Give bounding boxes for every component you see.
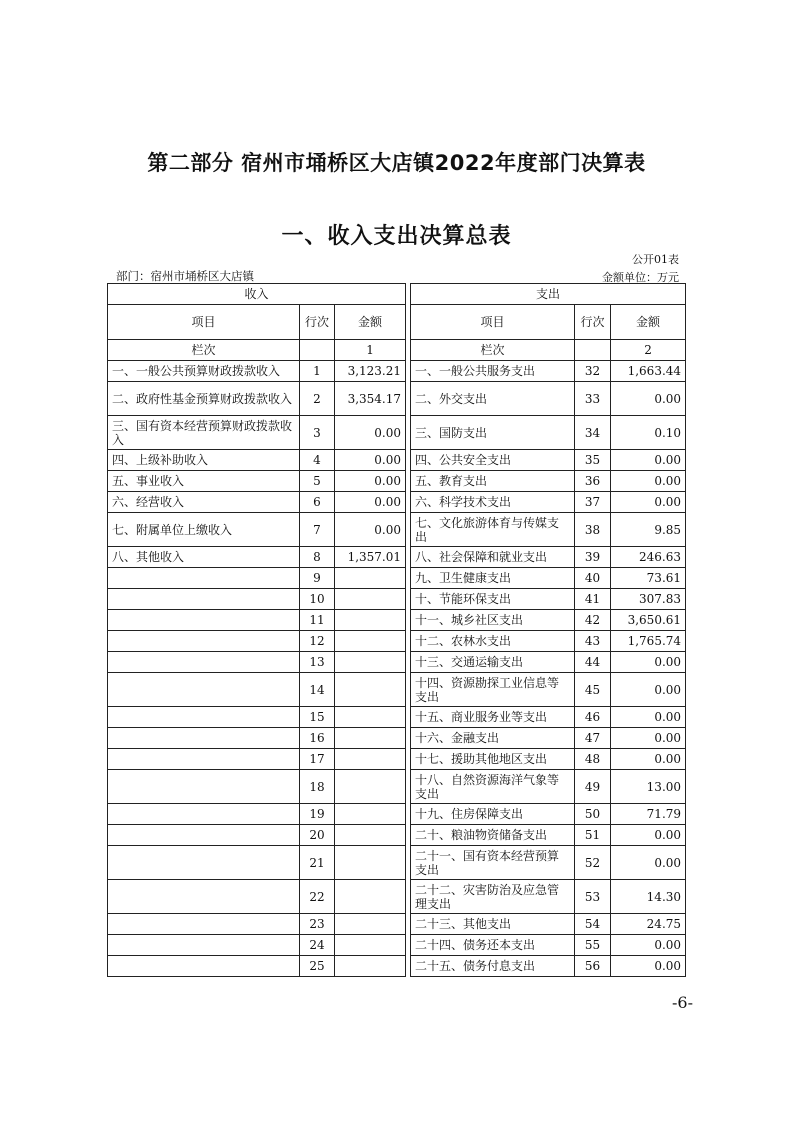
income-item: 七、附属单位上缴收入	[108, 513, 300, 547]
table-row	[108, 652, 686, 673]
expense-line-number: 45	[575, 673, 611, 707]
expense-item: 一、一般公共服务支出	[411, 361, 575, 382]
income-line-number: 8	[300, 547, 335, 568]
income-item	[108, 610, 300, 631]
expense-amount: 71.79	[611, 804, 686, 825]
table-row	[108, 825, 686, 846]
income-amount	[335, 880, 406, 914]
expense-amount: 307.83	[611, 589, 686, 610]
income-line-number: 19	[300, 804, 335, 825]
income-line-header: 行次	[300, 305, 335, 340]
table-row	[108, 450, 686, 471]
income-line-number: 13	[300, 652, 335, 673]
income-amount: 0.00	[335, 450, 406, 471]
expense-line-number: 47	[575, 728, 611, 749]
part-title: 第二部分 宿州市埇桥区大店镇2022年度部门决算表	[147, 151, 646, 175]
table-row	[108, 804, 686, 825]
income-amount	[335, 956, 406, 977]
table-row	[108, 770, 686, 804]
table-row	[108, 935, 686, 956]
income-line-number: 20	[300, 825, 335, 846]
expense-line-number: 35	[575, 450, 611, 471]
income-line-number: 5	[300, 471, 335, 492]
income-item	[108, 568, 300, 589]
income-item	[108, 707, 300, 728]
table-row	[108, 673, 686, 707]
income-item: 二、政府性基金预算财政拨款收入	[108, 382, 300, 416]
expense-line-header: 行次	[575, 305, 611, 340]
expense-amount: 0.00	[611, 471, 686, 492]
income-item	[108, 589, 300, 610]
income-item	[108, 728, 300, 749]
income-amount	[335, 935, 406, 956]
expense-line-number: 49	[575, 770, 611, 804]
expense-item: 二十二、灾害防治及应急管理支出	[411, 880, 575, 914]
income-amount	[335, 846, 406, 880]
table-row	[108, 382, 686, 416]
expense-item: 十七、援助其他地区支出	[411, 749, 575, 770]
expense-item: 十六、金融支出	[411, 728, 575, 749]
income-amount	[335, 804, 406, 825]
income-item	[108, 880, 300, 914]
income-line-number: 17	[300, 749, 335, 770]
income-amount: 0.00	[335, 471, 406, 492]
income-item	[108, 825, 300, 846]
expense-line-number: 33	[575, 382, 611, 416]
table-title: 一、收入支出决算总表	[281, 224, 512, 249]
table-row	[108, 631, 686, 652]
expense-item: 十九、住房保障支出	[411, 804, 575, 825]
income-line-number: 16	[300, 728, 335, 749]
expense-item: 十五、商业服务业等支出	[411, 707, 575, 728]
income-line-number: 25	[300, 956, 335, 977]
income-line-number: 6	[300, 492, 335, 513]
expense-line-number: 46	[575, 707, 611, 728]
income-line-number: 10	[300, 589, 335, 610]
income-item	[108, 652, 300, 673]
expense-amount: 0.00	[611, 728, 686, 749]
table-row	[108, 361, 686, 382]
expense-item: 二十三、其他支出	[411, 914, 575, 935]
table-row	[108, 846, 686, 880]
income-line-number: 9	[300, 568, 335, 589]
table-row	[108, 914, 686, 935]
income-amount	[335, 673, 406, 707]
income-line-number: 11	[300, 610, 335, 631]
income-item: 一、一般公共预算财政拨款收入	[108, 361, 300, 382]
expense-line-number: 53	[575, 880, 611, 914]
expense-amount: 0.00	[611, 846, 686, 880]
expense-item: 七、文化旅游体育与传媒支出	[411, 513, 575, 547]
income-amount	[335, 568, 406, 589]
expense-item: 十四、资源勘探工业信息等支出	[411, 673, 575, 707]
expense-amount: 1,765.74	[611, 631, 686, 652]
expense-amount: 14.30	[611, 880, 686, 914]
expense-amount: 0.00	[611, 492, 686, 513]
expense-line-number: 52	[575, 846, 611, 880]
table-row	[108, 707, 686, 728]
table-row	[108, 547, 686, 568]
table-row	[108, 728, 686, 749]
table-row	[108, 749, 686, 770]
income-amount	[335, 914, 406, 935]
expense-column-number: 2	[611, 340, 686, 361]
income-item	[108, 846, 300, 880]
expense-amount: 24.75	[611, 914, 686, 935]
income-amount	[335, 728, 406, 749]
income-amount	[335, 770, 406, 804]
income-item: 四、上级补助收入	[108, 450, 300, 471]
expense-item: 四、公共安全支出	[411, 450, 575, 471]
expense-line-number: 54	[575, 914, 611, 935]
expense-amount: 13.00	[611, 770, 686, 804]
income-amount: 0.00	[335, 416, 406, 450]
table-row	[108, 513, 686, 547]
expense-item: 二十、粮油物资储备支出	[411, 825, 575, 846]
expense-item: 二十五、债务付息支出	[411, 956, 575, 977]
income-amount-header: 金额	[335, 305, 406, 340]
income-item	[108, 914, 300, 935]
expense-amount: 0.00	[611, 956, 686, 977]
column-number-line-blank	[300, 340, 335, 361]
income-amount: 1,357.01	[335, 547, 406, 568]
expense-item: 十、节能环保支出	[411, 589, 575, 610]
income-amount	[335, 610, 406, 631]
expense-line-number: 43	[575, 631, 611, 652]
expense-item: 十三、交通运输支出	[411, 652, 575, 673]
expense-line-number: 42	[575, 610, 611, 631]
expense-item: 六、科学技术支出	[411, 492, 575, 513]
table-row	[108, 956, 686, 977]
table-row	[108, 492, 686, 513]
income-line-number: 22	[300, 880, 335, 914]
income-line-number: 23	[300, 914, 335, 935]
expense-amount: 0.00	[611, 935, 686, 956]
department-label: 部门：宿州市埇桥区大店镇	[116, 269, 254, 283]
expense-amount: 0.00	[611, 450, 686, 471]
expense-amount: 1,663.44	[611, 361, 686, 382]
column-number-label: 栏次	[108, 340, 300, 361]
table-row	[108, 416, 686, 450]
income-amount	[335, 825, 406, 846]
expense-line-number: 55	[575, 935, 611, 956]
table-row	[108, 568, 686, 589]
expense-header: 支出	[411, 284, 686, 305]
expense-amount: 0.00	[611, 382, 686, 416]
income-line-number: 2	[300, 382, 335, 416]
income-item: 三、国有资本经营预算财政拨款收入	[108, 416, 300, 450]
column-number-label: 栏次	[411, 340, 575, 361]
expense-line-number: 39	[575, 547, 611, 568]
expense-line-number: 41	[575, 589, 611, 610]
income-amount: 0.00	[335, 513, 406, 547]
income-line-number: 3	[300, 416, 335, 450]
expense-item: 八、社会保障和就业支出	[411, 547, 575, 568]
expense-line-number: 37	[575, 492, 611, 513]
income-column-number: 1	[335, 340, 406, 361]
expense-line-number: 38	[575, 513, 611, 547]
expense-amount: 3,650.61	[611, 610, 686, 631]
table-row	[108, 610, 686, 631]
expense-line-number: 36	[575, 471, 611, 492]
income-amount: 3,354.17	[335, 382, 406, 416]
income-item: 八、其他收入	[108, 547, 300, 568]
income-line-number: 24	[300, 935, 335, 956]
table-row	[108, 589, 686, 610]
income-line-number: 1	[300, 361, 335, 382]
expense-item: 九、卫生健康支出	[411, 568, 575, 589]
expense-line-number: 51	[575, 825, 611, 846]
income-line-number: 15	[300, 707, 335, 728]
income-amount	[335, 749, 406, 770]
expense-amount: 73.61	[611, 568, 686, 589]
table-body	[108, 361, 686, 977]
income-line-number: 21	[300, 846, 335, 880]
table-row	[108, 471, 686, 492]
expense-amount-header: 金额	[611, 305, 686, 340]
expense-item: 十二、农林水支出	[411, 631, 575, 652]
income-item	[108, 956, 300, 977]
expense-line-number: 48	[575, 749, 611, 770]
income-amount	[335, 589, 406, 610]
table-row	[108, 880, 686, 914]
income-amount: 3,123.21	[335, 361, 406, 382]
expense-line-number: 34	[575, 416, 611, 450]
expense-amount: 0.00	[611, 707, 686, 728]
income-header: 收入	[108, 284, 406, 305]
expense-amount: 0.00	[611, 652, 686, 673]
income-item: 六、经营收入	[108, 492, 300, 513]
income-item	[108, 631, 300, 652]
expense-amount: 9.85	[611, 513, 686, 547]
expense-item: 二、外交支出	[411, 382, 575, 416]
expense-item: 十八、自然资源海洋气象等支出	[411, 770, 575, 804]
income-line-number: 7	[300, 513, 335, 547]
income-line-number: 12	[300, 631, 335, 652]
income-item: 五、事业收入	[108, 471, 300, 492]
income-amount	[335, 631, 406, 652]
expense-item: 三、国防支出	[411, 416, 575, 450]
income-item	[108, 770, 300, 804]
income-line-number: 4	[300, 450, 335, 471]
expense-item: 五、教育支出	[411, 471, 575, 492]
expense-amount: 0.00	[611, 825, 686, 846]
expense-amount: 0.00	[611, 673, 686, 707]
expense-line-number: 40	[575, 568, 611, 589]
expense-line-number: 56	[575, 956, 611, 977]
expense-amount: 0.00	[611, 749, 686, 770]
column-number-line-blank	[575, 340, 611, 361]
income-item	[108, 749, 300, 770]
income-line-number: 14	[300, 673, 335, 707]
income-item	[108, 804, 300, 825]
expense-amount: 0.10	[611, 416, 686, 450]
income-item	[108, 935, 300, 956]
income-amount	[335, 652, 406, 673]
expense-amount: 246.63	[611, 547, 686, 568]
form-number: 公开01表	[632, 253, 679, 266]
amount-unit-label: 金额单位：万元	[602, 271, 679, 284]
expense-item: 十一、城乡社区支出	[411, 610, 575, 631]
income-amount	[335, 707, 406, 728]
expense-item: 二十四、债务还本支出	[411, 935, 575, 956]
page-number: -6-	[672, 993, 693, 1012]
income-item-header: 项目	[108, 305, 300, 340]
expense-item: 二十一、国有资本经营预算支出	[411, 846, 575, 880]
income-item	[108, 673, 300, 707]
expense-item-header: 项目	[411, 305, 575, 340]
expense-line-number: 50	[575, 804, 611, 825]
expense-line-number: 32	[575, 361, 611, 382]
income-line-number: 18	[300, 770, 335, 804]
expense-line-number: 44	[575, 652, 611, 673]
income-amount: 0.00	[335, 492, 406, 513]
income-expense-table	[107, 283, 686, 977]
